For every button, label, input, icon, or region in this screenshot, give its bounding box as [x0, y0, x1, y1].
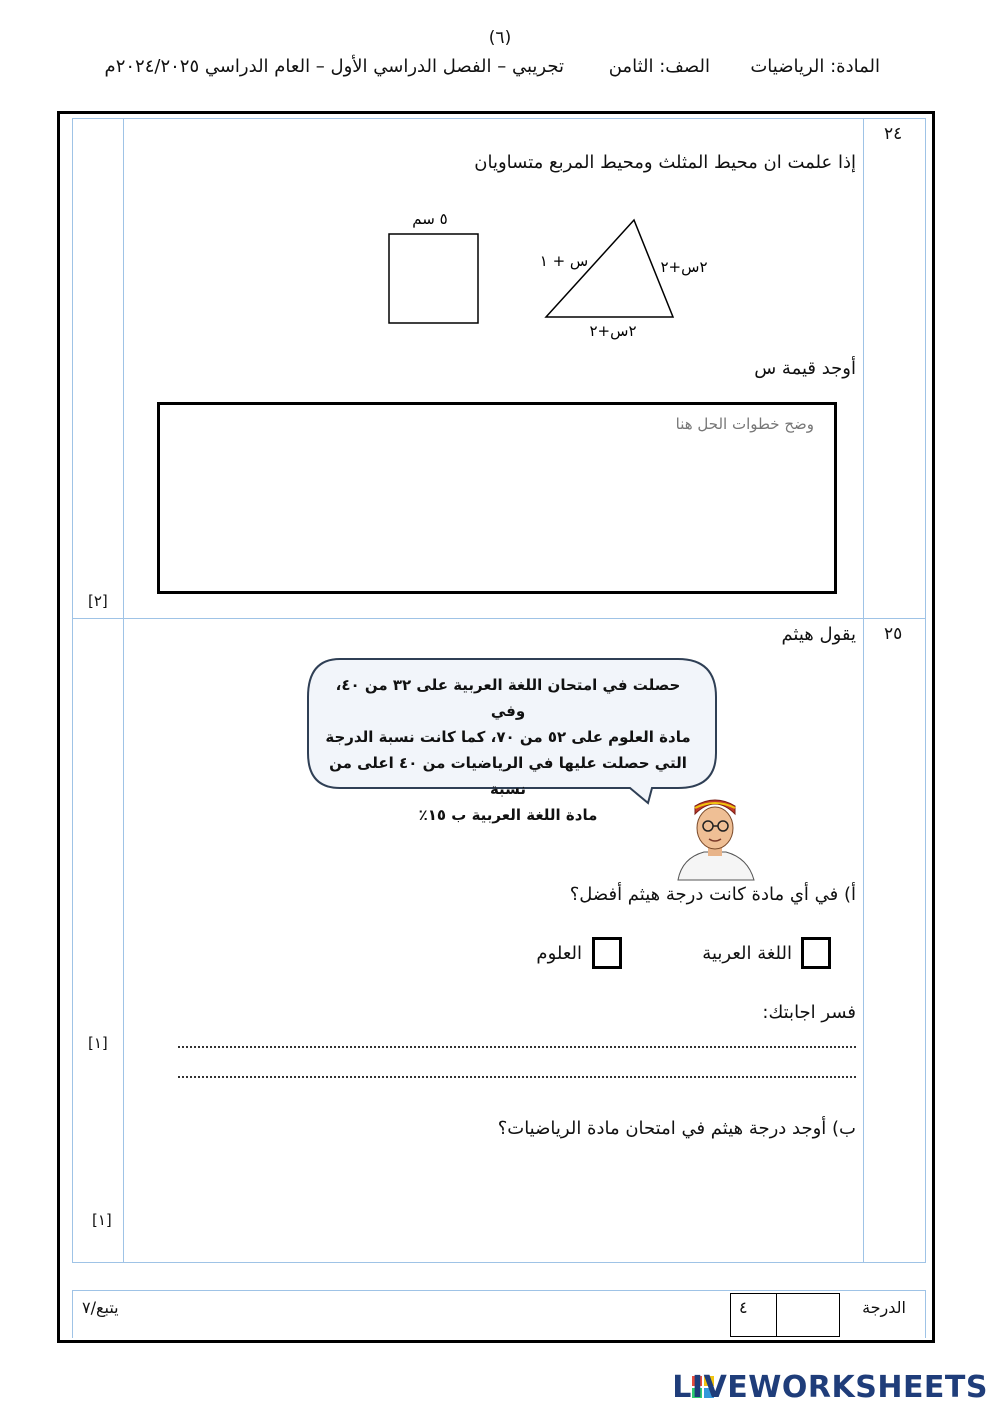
answer-hint: وضح خطوات الحل هنا — [675, 415, 814, 433]
option-arabic-label: اللغة العربية — [702, 943, 792, 964]
guide-line — [863, 118, 864, 1263]
guide-line — [925, 1290, 926, 1338]
q24-answer-box[interactable] — [157, 402, 837, 594]
option-science-label: العلوم — [536, 943, 582, 964]
subject-label: المادة: الرياضيات — [750, 56, 880, 77]
answer-line[interactable] — [178, 1046, 856, 1048]
q24-mark: [٢] — [88, 592, 108, 610]
boy-illustration — [670, 792, 760, 882]
q25-part-b: ب) أوجد درجة هيثم في امتحان مادة الرياضيات؟ — [497, 1118, 856, 1139]
q25a-mark: [١] — [88, 1034, 108, 1052]
checkbox-arabic[interactable] — [801, 937, 831, 969]
guide-line — [72, 118, 73, 1263]
square-shape — [389, 234, 478, 323]
answer-line[interactable] — [178, 1076, 856, 1078]
grade-label: الصف: الثامن — [608, 56, 710, 77]
speech-line: مادة العلوم على ٥٢ من ٧٠، كما كانت نسبة الدرجة — [325, 728, 691, 746]
q24-statement: إذا علمت ان محيط المثلث ومحيط المربع متساويان — [474, 152, 856, 173]
speech-line: حصلت في امتحان اللغة العربية على ٣٢ من ٤٠، وفي — [335, 676, 681, 720]
guide-line — [72, 1262, 926, 1263]
explain-label: فسر اجابتك: — [762, 1002, 856, 1023]
grade-total-cell — [730, 1293, 777, 1337]
triangle-left-label: س + ١ — [539, 252, 589, 270]
question-divider — [72, 618, 926, 619]
speech-line: التي حصلت عليها في الرياضيات من ٤٠ اعلى من نسبة — [329, 754, 687, 798]
continue-label: يتبع/٧ — [82, 1298, 119, 1317]
liveworksheets-brand: LIVEWORKSHEETS — [672, 1370, 988, 1405]
grade-total: ٤ — [739, 1298, 748, 1317]
guide-line — [925, 118, 926, 1263]
triangle-right-label: ٢س+٢ — [660, 258, 708, 276]
triangle-base-label: ٢س+٢ — [589, 322, 637, 340]
question-number-25: ٢٥ — [884, 624, 903, 644]
guide-line — [123, 118, 124, 1263]
q25-part-a: أ) في أي مادة كانت درجة هيثم أفضل؟ — [569, 884, 856, 905]
q25b-mark: [١] — [92, 1211, 112, 1229]
grade-label: الدرجة — [862, 1298, 906, 1317]
question-number-24: ٢٤ — [884, 124, 903, 144]
q24-figures — [380, 200, 740, 350]
grade-input-cell[interactable] — [776, 1293, 840, 1337]
exam-label: تجريبي – الفصل الدراسي الأول – العام الدراسي ٢٠٢٤/٢٠٢٥م — [104, 56, 564, 77]
q24-prompt: أوجد قيمة س — [754, 358, 856, 379]
guide-line — [72, 118, 926, 119]
checkbox-science[interactable] — [592, 937, 622, 969]
speech-line: مادة اللغة العربية ب ١٥٪ — [418, 806, 598, 824]
speech-text — [318, 672, 698, 828]
guide-line — [72, 1290, 73, 1338]
guide-line — [72, 1290, 926, 1291]
square-side-label: ٥ سم — [412, 210, 448, 228]
q25-speaker: يقول هيثم — [781, 624, 856, 645]
page-number: (٦) — [488, 28, 512, 48]
